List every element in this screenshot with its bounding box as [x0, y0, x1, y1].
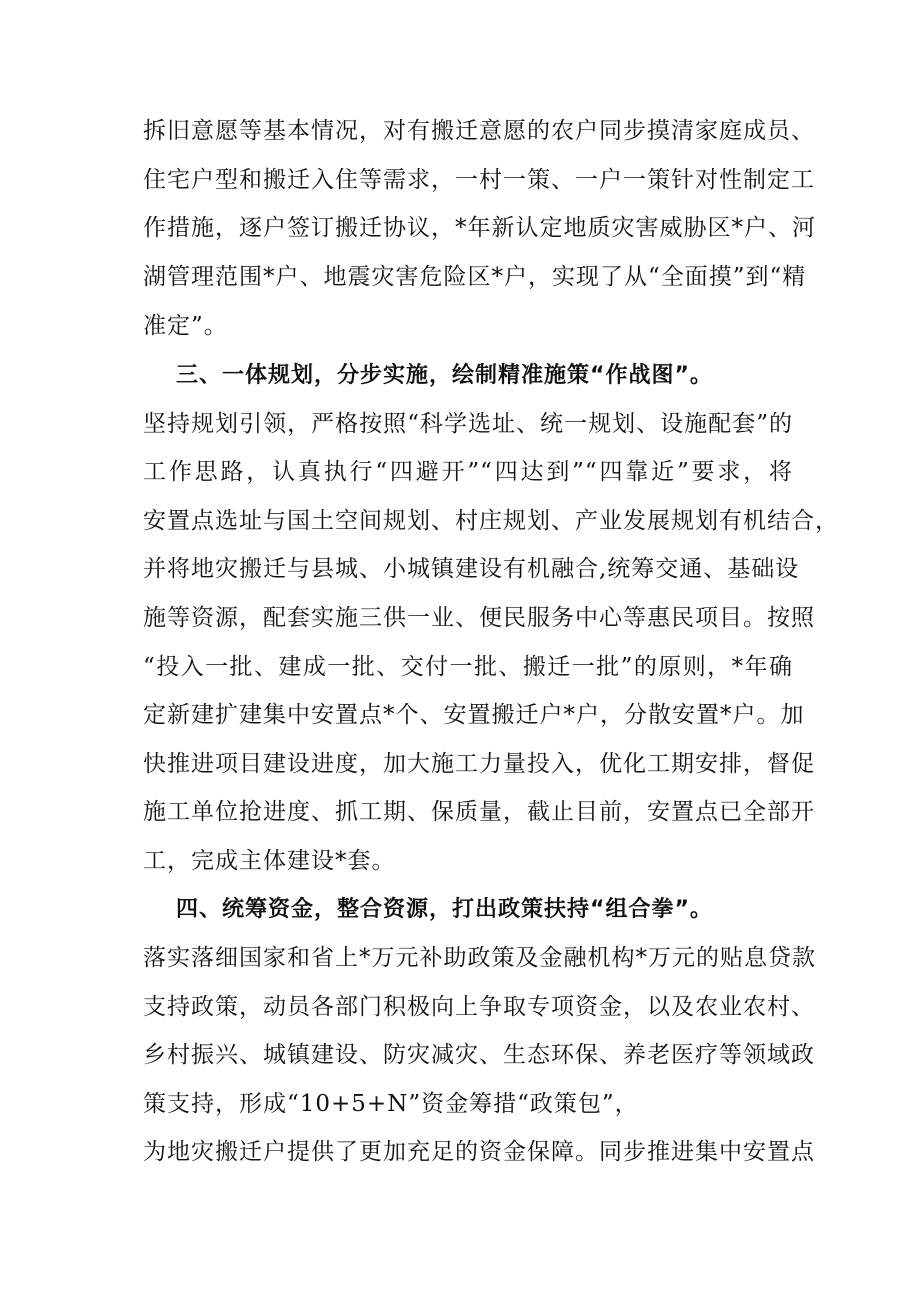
paragraph-line: 施工单位抢进度、抓工期、保质量，截止目前，安置点已全部开	[143, 799, 815, 825]
paragraph-line: 坚持规划引领，严格按照“科学选址、统一规划、设施配套”的	[143, 411, 793, 437]
paragraph-line: 乡村振兴、城镇建设、防灾减灾、生态环保、养老医疗等领域政	[143, 1042, 815, 1068]
paragraph-line: 工，完成主体建设*套。	[143, 848, 396, 874]
paragraph-line: “投入一批、建成一批、交付一批、搬迁一批”的原则，*年确	[143, 654, 793, 680]
paragraph-line: 定新建扩建集中安置点*个、安置搬迁户*户，分散安置*户。加	[143, 702, 805, 728]
paragraph-line: 落实落细国家和省上*万元补助政策及金融机构*万元的贴息贷款	[143, 945, 816, 971]
paragraph-line: 并将地灾搬迁与县城、小城镇建设有机融合,统筹交通、基础设	[143, 556, 800, 582]
paragraph-line: 快推进项目建设进度，加大施工力量投入，优化工期安排，督促	[143, 751, 815, 777]
paragraph-line: 策支持，形成“10+5+N”资金筹措“政策包”，	[143, 1091, 639, 1117]
paragraph-line: 拆旧意愿等基本情况，对有搬迁意愿的农户同步摸清家庭成员、	[143, 118, 815, 144]
paragraph-line: 准定”。	[143, 313, 228, 339]
paragraph-line: 为地灾搬迁户提供了更加充足的资金保障。同步推进集中安置点	[143, 1139, 815, 1165]
paragraph-line: 湖管理范围*户、地震灾害危险区*户，实现了从“全面摸”到“精	[143, 264, 807, 290]
paragraph-line: 住宅户型和搬迁入住等需求，一村一策、一户一策针对性制定工	[143, 167, 815, 193]
paragraph-line: 安置点选址与国土空间规划、村庄规划、产业发展规划有机结合，	[143, 508, 839, 534]
section-heading-3: 三、一体规划，分步实施，绘制精准施策“作战图”。	[176, 363, 713, 388]
paragraph-line: 工作思路，认真执行“四避开”“四达到”“四靠近”要求，将	[143, 459, 793, 485]
paragraph-line: 支持政策，动员各部门积极向上争取专项资金，以及农业农村、	[143, 994, 815, 1020]
paragraph-line: 施等资源，配套实施三供一业、便民服务中心等惠民项目。按照	[143, 605, 815, 631]
section-heading-4: 四、统筹资金，整合资源，打出政策扶持“组合拳”。	[176, 897, 713, 922]
paragraph-line: 作措施，逐户签订搬迁协议，*年新认定地质灾害威胁区*户、河	[143, 215, 816, 241]
